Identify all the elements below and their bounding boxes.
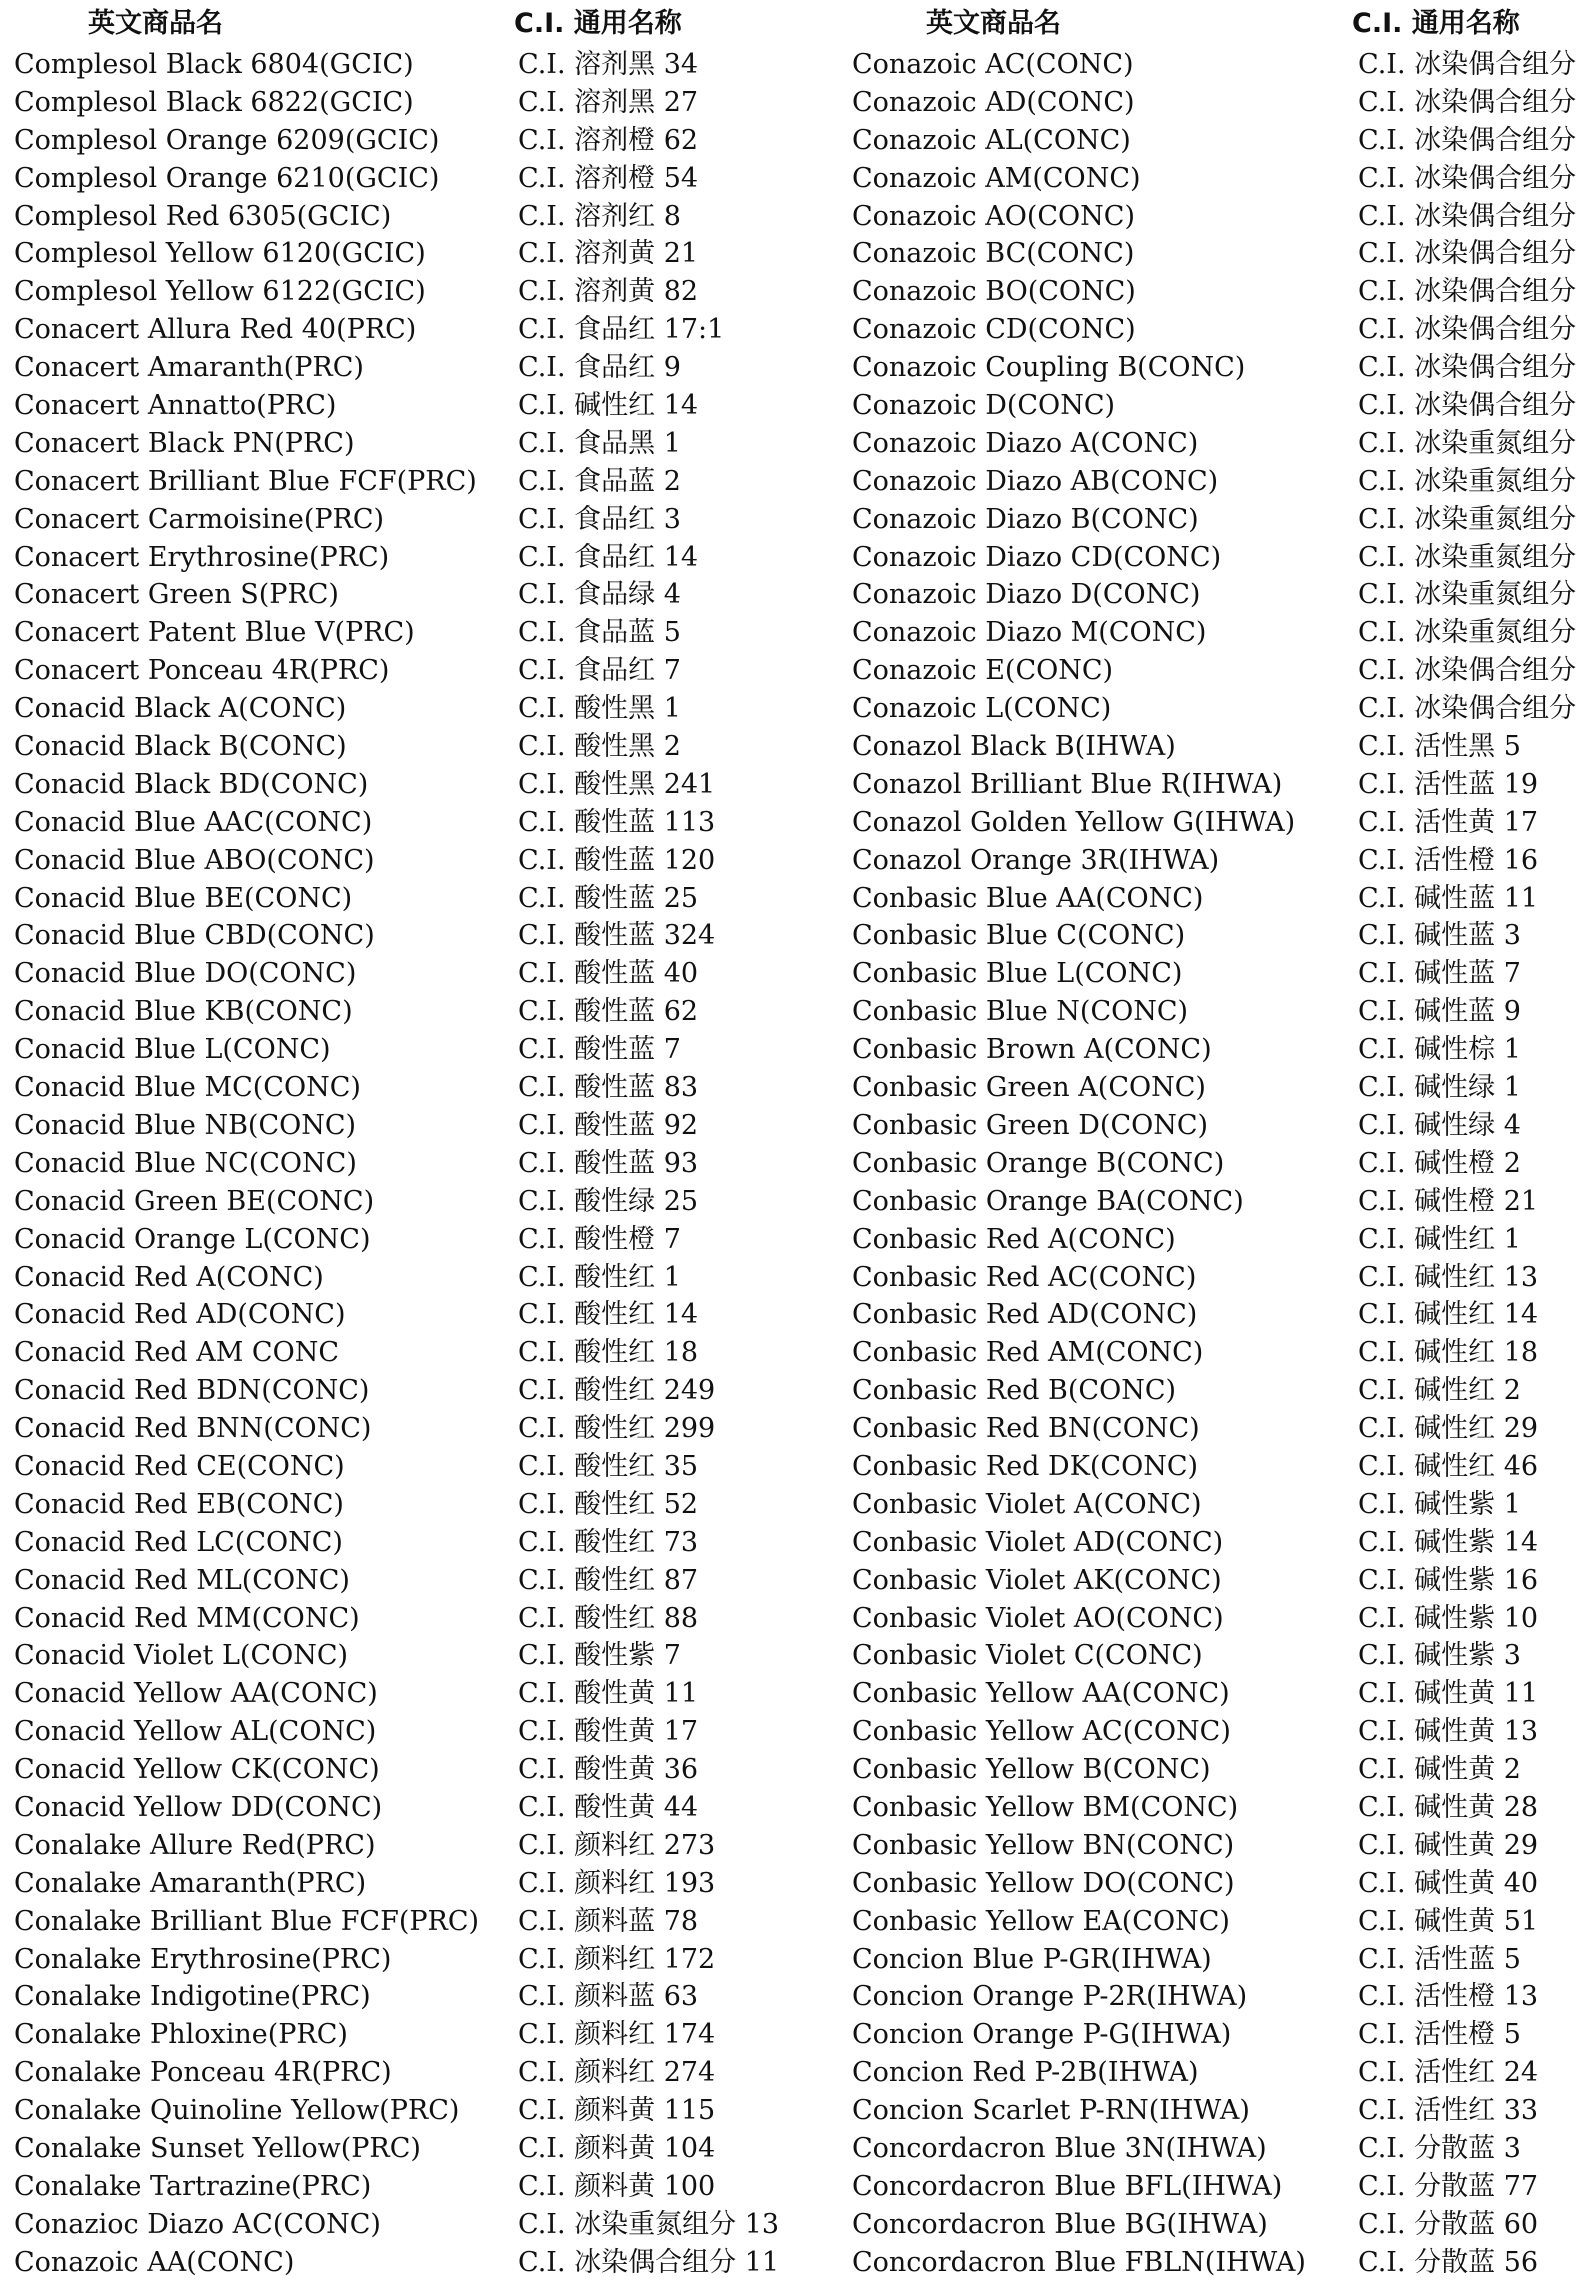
left-product-name: Conacert Green S(PRC) (14, 579, 339, 611)
left-product-name: Conalake Sunset Yellow(PRC) (14, 2132, 421, 2164)
left-ci-name: C.I. 溶剂黄 21 (518, 238, 699, 270)
left-ci-name: C.I. 酸性蓝 120 (518, 844, 716, 876)
left-ci-name: C.I. 食品红 17:1 (518, 314, 725, 346)
left-product-name: Complesol Black 6822(GCIC) (14, 86, 414, 118)
right-product-name: Concion Scarlet P-RN(IHWA) (852, 2095, 1250, 2127)
right-ci-name: C.I. 活性蓝 5 (1358, 1943, 1521, 1975)
right-product-name: Conbasic Violet AD(CONC) (852, 1526, 1224, 1558)
left-product-name: Conacid Black BD(CONC) (14, 768, 369, 800)
right-ci-name: C.I. 碱性黄 51 (1358, 1905, 1539, 1937)
left-product-name: Conacid Blue KB(CONC) (14, 996, 353, 1028)
left-product-name: Conacid Red BNN(CONC) (14, 1413, 372, 1445)
right-ci-name: C.I. 碱性紫 1 (1358, 1488, 1521, 1520)
left-ci-name: C.I. 食品黑 1 (518, 427, 681, 459)
left-product-name: Conacert Black PN(PRC) (14, 427, 355, 459)
left-ci-name: C.I. 酸性蓝 93 (518, 1147, 699, 1179)
right-ci-name: C.I. 分散蓝 3 (1358, 2132, 1521, 2164)
left-product-name: Conacert Carmoisine(PRC) (14, 503, 385, 535)
right-ci-name: C.I. 碱性蓝 7 (1358, 958, 1521, 990)
right-ci-name: C.I. 冰染重氮组分 (1358, 579, 1576, 611)
left-product-name: Conacid Orange L(CONC) (14, 1223, 371, 1255)
right-product-name: Concion Blue P-GR(IHWA) (852, 1943, 1212, 1975)
left-product-name: Conacert Amaranth(PRC) (14, 352, 364, 384)
left-product-name: Conacid Blue NC(CONC) (14, 1147, 357, 1179)
right-product-name: Conbasic Violet AK(CONC) (852, 1564, 1222, 1596)
left-ci-name: C.I. 碱性红 14 (518, 390, 699, 422)
left-product-name: Conacert Ponceau 4R(PRC) (14, 655, 390, 687)
left-ci-name: C.I. 颜料红 193 (518, 1867, 716, 1899)
right-ci-name: C.I. 冰染偶合组分 (1358, 49, 1576, 80)
right-product-name: Conbasic Violet AO(CONC) (852, 1602, 1224, 1634)
right-product-name: Conazoic Diazo AB(CONC) (852, 465, 1219, 497)
right-product-name: Concordacron Blue FBLN(IHWA) (852, 2246, 1306, 2278)
left-ci-name: C.I. 酸性红 299 (518, 1413, 716, 1445)
right-product-name: Conbasic Red B(CONC) (852, 1375, 1177, 1407)
right-ci-name: C.I. 碱性红 14 (1358, 1299, 1539, 1331)
right-product-name: Conazoic L(CONC) (852, 693, 1112, 725)
left-product-name: Conacid Red LC(CONC) (14, 1526, 343, 1558)
right-ci-name: C.I. 分散蓝 60 (1358, 2208, 1539, 2240)
left-product-name: Conacid Red MM(CONC) (14, 1602, 360, 1634)
left-ci-name: C.I. 食品红 3 (518, 503, 681, 535)
right-ci-name: C.I. 冰染偶合组分 (1358, 655, 1576, 687)
left-ci-name: C.I. 酸性蓝 113 (518, 806, 716, 838)
right-product-name: Conbasic Green A(CONC) (852, 1072, 1206, 1104)
left-name-column (14, 46, 504, 2282)
left-product-name: Conalake Tartrazine(PRC) (14, 2170, 372, 2202)
right-product-name: Conbasic Yellow AA(CONC) (852, 1678, 1230, 1710)
left-product-name: Conacert Annatto(PRC) (14, 390, 337, 422)
left-ci-name: C.I. 酸性黑 241 (518, 768, 716, 800)
left-product-name: Conalake Brilliant Blue FCF(PRC) (14, 1905, 480, 1937)
right-ci-name: C.I. 活性橙 5 (1358, 2019, 1521, 2051)
left-product-name: Conacid Violet L(CONC) (14, 1640, 349, 1672)
right-ci-name: C.I. 碱性黄 2 (1358, 1754, 1521, 1786)
right-product-name: Conbasic Red AC(CONC) (852, 1261, 1197, 1293)
left-product-name: Conacid Blue BE(CONC) (14, 882, 353, 914)
right-product-name: Conbasic Red DK(CONC) (852, 1450, 1199, 1482)
left-ci-name: C.I. 酸性蓝 324 (518, 920, 716, 952)
left-ci-name: C.I. 颜料蓝 63 (518, 1981, 699, 2013)
left-ci-name: C.I. 酸性黄 36 (518, 1754, 699, 1786)
left-product-name: Conacid Red A(CONC) (14, 1261, 324, 1293)
left-ci-name: C.I. 酸性橙 7 (518, 1223, 681, 1255)
left-product-name: Conalake Quinoline Yellow(PRC) (14, 2095, 460, 2127)
right-ci-name: C.I. 活性橙 13 (1358, 1981, 1539, 2013)
header-left-name: 英文商品名 (88, 8, 223, 39)
left-product-name: Conalake Erythrosine(PRC) (14, 1943, 392, 1975)
header-right-ci: C.I. 通用名称 (1352, 8, 1520, 39)
left-ci-name: C.I. 酸性红 52 (518, 1488, 699, 1520)
right-ci-name: C.I. 碱性绿 4 (1358, 1109, 1521, 1141)
left-product-name: Conalake Allure Red(PRC) (14, 1829, 376, 1861)
left-ci-name: C.I. 酸性绿 25 (518, 1185, 699, 1217)
right-product-name: Conbasic Red A(CONC) (852, 1223, 1176, 1255)
right-product-name: Conazol Black B(IHWA) (852, 731, 1176, 763)
right-ci-name: C.I. 碱性黄 29 (1358, 1829, 1539, 1861)
left-product-name: Complesol Yellow 6122(GCIC) (14, 276, 426, 308)
right-ci-name: C.I. 碱性紫 16 (1358, 1564, 1539, 1596)
left-ci-name: C.I. 溶剂橙 62 (518, 124, 699, 156)
right-product-name: Conbasic Blue AA(CONC) (852, 882, 1204, 914)
left-ci-name: C.I. 酸性红 73 (518, 1526, 699, 1558)
right-product-name: Conazoic Diazo A(CONC) (852, 427, 1199, 459)
left-product-name: Conacert Erythrosine(PRC) (14, 541, 390, 573)
left-product-name: Conalake Phloxine(PRC) (14, 2019, 348, 2051)
left-ci-name: C.I. 食品蓝 5 (518, 617, 681, 649)
left-ci-name: C.I. 酸性紫 7 (518, 1640, 681, 1672)
right-ci-name: C.I. 冰染偶合组分 (1358, 352, 1576, 384)
left-product-name: Conacid Red CE(CONC) (14, 1450, 345, 1482)
right-product-name: Conazol Orange 3R(IHWA) (852, 844, 1220, 876)
right-ci-name: C.I. 碱性黄 13 (1358, 1716, 1539, 1748)
right-product-name: Conazol Golden Yellow G(IHWA) (852, 806, 1296, 838)
left-ci-name: C.I. 酸性红 87 (518, 1564, 699, 1596)
left-product-name: Conacid Black A(CONC) (14, 693, 347, 725)
right-product-name: Conbasic Violet A(CONC) (852, 1488, 1202, 1520)
left-product-name: Conacid Blue CBD(CONC) (14, 920, 375, 952)
left-product-name: Conacid Red AM CONC (14, 1337, 340, 1369)
right-product-name: Conbasic Blue N(CONC) (852, 996, 1189, 1028)
right-ci-name: C.I. 冰染偶合组分 (1358, 162, 1576, 194)
right-product-name: Conbasic Yellow BN(CONC) (852, 1829, 1235, 1861)
right-ci-name: C.I. 活性黑 5 (1358, 731, 1521, 763)
right-ci-name: C.I. 冰染偶合组分 (1358, 693, 1576, 725)
right-product-name: Conazoic CD(CONC) (852, 314, 1136, 346)
header-left-ci: C.I. 通用名称 (514, 8, 682, 39)
left-product-name: Conacid Blue NB(CONC) (14, 1109, 357, 1141)
right-product-name: Conazoic E(CONC) (852, 655, 1114, 687)
right-ci-name: C.I. 冰染重氮组分 (1358, 503, 1576, 535)
right-product-name: Conbasic Blue C(CONC) (852, 920, 1186, 952)
left-product-name: Complesol Orange 6209(GCIC) (14, 124, 440, 156)
left-product-name: Conalake Amaranth(PRC) (14, 1867, 367, 1899)
right-ci-name: C.I. 碱性紫 3 (1358, 1640, 1521, 1672)
right-ci-column (1358, 46, 1576, 2282)
right-product-name: Conbasic Yellow BM(CONC) (852, 1791, 1239, 1823)
left-ci-name: C.I. 酸性红 35 (518, 1450, 699, 1482)
left-product-name: Conacid Green BE(CONC) (14, 1185, 375, 1217)
left-ci-name: C.I. 酸性黑 1 (518, 693, 681, 725)
right-ci-name: C.I. 碱性蓝 9 (1358, 996, 1521, 1028)
right-ci-name: C.I. 冰染重氮组分 (1358, 541, 1576, 573)
right-ci-name: C.I. 活性蓝 19 (1358, 768, 1539, 800)
right-ci-name: C.I. 冰染偶合组分 (1358, 276, 1576, 308)
right-product-name: Conbasic Yellow B(CONC) (852, 1754, 1211, 1786)
left-product-name: Conacid Red EB(CONC) (14, 1488, 344, 1520)
left-product-name: Conalake Indigotine(PRC) (14, 1981, 371, 2013)
left-ci-name: C.I. 食品蓝 2 (518, 465, 681, 497)
left-ci-name: C.I. 酸性红 14 (518, 1299, 699, 1331)
right-product-name: Concordacron Blue BG(IHWA) (852, 2208, 1268, 2240)
left-ci-name: C.I. 酸性黑 2 (518, 731, 681, 763)
left-ci-name: C.I. 酸性黄 17 (518, 1716, 699, 1748)
right-product-name: Conbasic Green D(CONC) (852, 1109, 1209, 1141)
right-ci-name: C.I. 冰染重氮组分 (1358, 465, 1576, 497)
left-ci-name: C.I. 酸性蓝 83 (518, 1072, 699, 1104)
left-ci-name: C.I. 酸性蓝 92 (518, 1109, 699, 1141)
right-ci-name: C.I. 冰染重氮组分 (1358, 617, 1576, 649)
right-product-name: Conazoic Diazo CD(CONC) (852, 541, 1222, 573)
right-product-name: Conbasic Brown A(CONC) (852, 1034, 1212, 1066)
left-product-name: Conacid Blue AAC(CONC) (14, 806, 373, 838)
left-product-name: Conacert Allura Red 40(PRC) (14, 314, 417, 346)
right-product-name: Conbasic Orange BA(CONC) (852, 1185, 1244, 1217)
left-product-name: Conacid Yellow AL(CONC) (14, 1716, 377, 1748)
right-product-name: Concion Orange P-2R(IHWA) (852, 1981, 1248, 2013)
left-ci-name: C.I. 颜料红 174 (518, 2019, 716, 2051)
left-ci-name: C.I. 酸性红 18 (518, 1337, 699, 1369)
left-product-name: Conacid Blue MC(CONC) (14, 1072, 361, 1104)
right-product-name: Concordacron Blue 3N(IHWA) (852, 2132, 1267, 2164)
right-product-name: Conbasic Orange B(CONC) (852, 1147, 1225, 1179)
left-product-name: Conacid Blue L(CONC) (14, 1034, 331, 1066)
right-product-name: Conazoic Diazo B(CONC) (852, 503, 1199, 535)
left-ci-name: C.I. 酸性蓝 62 (518, 996, 699, 1028)
right-ci-name: C.I. 碱性蓝 11 (1358, 882, 1539, 914)
left-ci-name: C.I. 颜料黄 100 (518, 2170, 716, 2202)
right-ci-name: C.I. 碱性蓝 3 (1358, 920, 1521, 952)
left-ci-name: C.I. 酸性蓝 25 (518, 882, 699, 914)
right-ci-name: C.I. 活性橙 16 (1358, 844, 1539, 876)
left-ci-name: C.I. 酸性蓝 7 (518, 1034, 681, 1066)
right-ci-name: C.I. 冰染偶合组分 (1358, 124, 1576, 156)
right-product-name: Conazoic BO(CONC) (852, 276, 1136, 308)
right-ci-name: C.I. 碱性绿 1 (1358, 1072, 1521, 1104)
right-ci-name: C.I. 碱性红 18 (1358, 1337, 1539, 1369)
right-ci-name: C.I. 碱性黄 11 (1358, 1678, 1539, 1710)
left-ci-name: C.I. 颜料红 274 (518, 2057, 716, 2089)
left-ci-name: C.I. 颜料黄 115 (518, 2095, 716, 2127)
right-ci-name: C.I. 碱性紫 14 (1358, 1526, 1539, 1558)
right-ci-name: C.I. 冰染重氮组分 (1358, 427, 1576, 459)
right-ci-name: C.I. 碱性红 46 (1358, 1450, 1539, 1482)
right-product-name: Conazoic Coupling B(CONC) (852, 352, 1246, 384)
right-ci-name: C.I. 碱性黄 40 (1358, 1867, 1539, 1899)
left-ci-name: C.I. 食品绿 4 (518, 579, 681, 611)
right-ci-name: C.I. 碱性黄 28 (1358, 1791, 1539, 1823)
left-product-name: Conazoic AA(CONC) (14, 2246, 295, 2278)
right-product-name: Conbasic Yellow EA(CONC) (852, 1905, 1230, 1937)
right-product-name: Conbasic Violet C(CONC) (852, 1640, 1203, 1672)
right-ci-name: C.I. 冰染偶合组分 (1358, 238, 1576, 270)
left-ci-name: C.I. 酸性红 1 (518, 1261, 681, 1293)
left-product-name: Conacid Red AD(CONC) (14, 1299, 346, 1331)
left-ci-name: C.I. 酸性黄 11 (518, 1678, 699, 1710)
left-ci-name: C.I. 酸性黄 44 (518, 1791, 699, 1823)
left-ci-name: C.I. 酸性红 249 (518, 1375, 716, 1407)
left-product-name: Conacid Black B(CONC) (14, 731, 347, 763)
right-product-name: Conazoic AL(CONC) (852, 124, 1131, 156)
right-ci-name: C.I. 冰染偶合组分 (1358, 200, 1576, 232)
left-ci-name: C.I. 食品红 7 (518, 655, 681, 687)
right-product-name: Conazoic AM(CONC) (852, 162, 1141, 194)
left-product-name: Complesol Orange 6210(GCIC) (14, 162, 440, 194)
right-product-name: Conbasic Red AM(CONC) (852, 1337, 1204, 1369)
left-ci-name: C.I. 酸性蓝 40 (518, 958, 699, 990)
left-ci-name: C.I. 溶剂黄 82 (518, 276, 699, 308)
left-ci-name: C.I. 溶剂橙 54 (518, 162, 699, 194)
right-ci-name: C.I. 活性黄 17 (1358, 806, 1539, 838)
left-ci-name: C.I. 冰染重氮组分 13 (518, 2208, 780, 2240)
left-product-name: Conacid Yellow DD(CONC) (14, 1791, 383, 1823)
right-product-name: Conazoic D(CONC) (852, 390, 1116, 422)
right-ci-name: C.I. 碱性棕 1 (1358, 1034, 1521, 1066)
left-product-name: Conacid Red ML(CONC) (14, 1564, 350, 1596)
left-ci-column (518, 46, 848, 2282)
right-product-name: Conbasic Blue L(CONC) (852, 958, 1183, 990)
right-product-name: Conbasic Yellow AC(CONC) (852, 1716, 1231, 1748)
right-product-name: Conazoic AD(CONC) (852, 86, 1135, 118)
right-ci-name: C.I. 碱性红 1 (1358, 1223, 1521, 1255)
left-ci-name: C.I. 颜料黄 104 (518, 2132, 716, 2164)
right-product-name: Conbasic Red BN(CONC) (852, 1413, 1200, 1445)
right-name-column (852, 46, 1342, 2282)
left-product-name: Conacid Blue DO(CONC) (14, 958, 357, 990)
right-ci-name: C.I. 活性红 24 (1358, 2057, 1539, 2089)
left-ci-name: C.I. 食品红 14 (518, 541, 699, 573)
right-product-name: Conazoic Diazo D(CONC) (852, 579, 1201, 611)
right-product-name: Conazoic AO(CONC) (852, 200, 1135, 232)
left-product-name: Conacert Patent Blue V(PRC) (14, 617, 415, 649)
left-ci-name: C.I. 食品红 9 (518, 352, 681, 384)
left-product-name: Conacid Yellow AA(CONC) (14, 1678, 378, 1710)
right-product-name: Concion Red P-2B(IHWA) (852, 2057, 1199, 2089)
left-product-name: Conacid Red BDN(CONC) (14, 1375, 370, 1407)
left-ci-name: C.I. 溶剂红 8 (518, 200, 681, 232)
left-product-name: Complesol Red 6305(GCIC) (14, 200, 392, 232)
right-product-name: Conazoic Diazo M(CONC) (852, 617, 1207, 649)
header-right-name: 英文商品名 (926, 8, 1061, 39)
left-ci-name: C.I. 溶剂黑 27 (518, 86, 699, 118)
right-ci-name: C.I. 冰染偶合组分 (1358, 390, 1576, 422)
right-product-name: Concion Orange P-G(IHWA) (852, 2019, 1232, 2051)
left-ci-name: C.I. 颜料红 172 (518, 1943, 716, 1975)
left-product-name: Complesol Yellow 6120(GCIC) (14, 238, 426, 270)
left-ci-name: C.I. 颜料红 273 (518, 1829, 716, 1861)
left-product-name: Complesol Black 6804(GCIC) (14, 49, 414, 80)
right-ci-name: C.I. 冰染偶合组分 (1358, 86, 1576, 118)
right-ci-name: C.I. 分散蓝 77 (1358, 2170, 1539, 2202)
right-ci-name: C.I. 碱性红 2 (1358, 1375, 1521, 1407)
right-ci-name: C.I. 碱性橙 21 (1358, 1185, 1539, 1217)
right-product-name: Conbasic Yellow DO(CONC) (852, 1867, 1235, 1899)
left-product-name: Conacert Brilliant Blue FCF(PRC) (14, 465, 477, 497)
left-ci-name: C.I. 酸性红 88 (518, 1602, 699, 1634)
right-ci-name: C.I. 活性红 33 (1358, 2095, 1539, 2127)
left-product-name: Conacid Blue ABO(CONC) (14, 844, 375, 876)
right-product-name: Conbasic Red AD(CONC) (852, 1299, 1198, 1331)
right-product-name: Conazol Brilliant Blue R(IHWA) (852, 768, 1283, 800)
right-product-name: Conazoic AC(CONC) (852, 49, 1134, 80)
right-ci-name: C.I. 碱性红 29 (1358, 1413, 1539, 1445)
right-ci-name: C.I. 碱性橙 2 (1358, 1147, 1521, 1179)
right-ci-name: C.I. 分散蓝 56 (1358, 2246, 1539, 2278)
right-product-name: Concordacron Blue BFL(IHWA) (852, 2170, 1283, 2202)
right-ci-name: C.I. 碱性紫 10 (1358, 1602, 1539, 1634)
left-product-name: Conalake Ponceau 4R(PRC) (14, 2057, 392, 2089)
left-ci-name: C.I. 颜料蓝 78 (518, 1905, 699, 1937)
right-ci-name: C.I. 碱性红 13 (1358, 1261, 1539, 1293)
left-ci-name: C.I. 溶剂黑 34 (518, 49, 699, 80)
right-ci-name: C.I. 冰染偶合组分 (1358, 314, 1576, 346)
left-product-name: Conacid Yellow CK(CONC) (14, 1754, 380, 1786)
left-ci-name: C.I. 冰染偶合组分 11 (518, 2246, 780, 2278)
right-product-name: Conazoic BC(CONC) (852, 238, 1135, 270)
left-product-name: Conazioc Diazo AC(CONC) (14, 2208, 381, 2240)
